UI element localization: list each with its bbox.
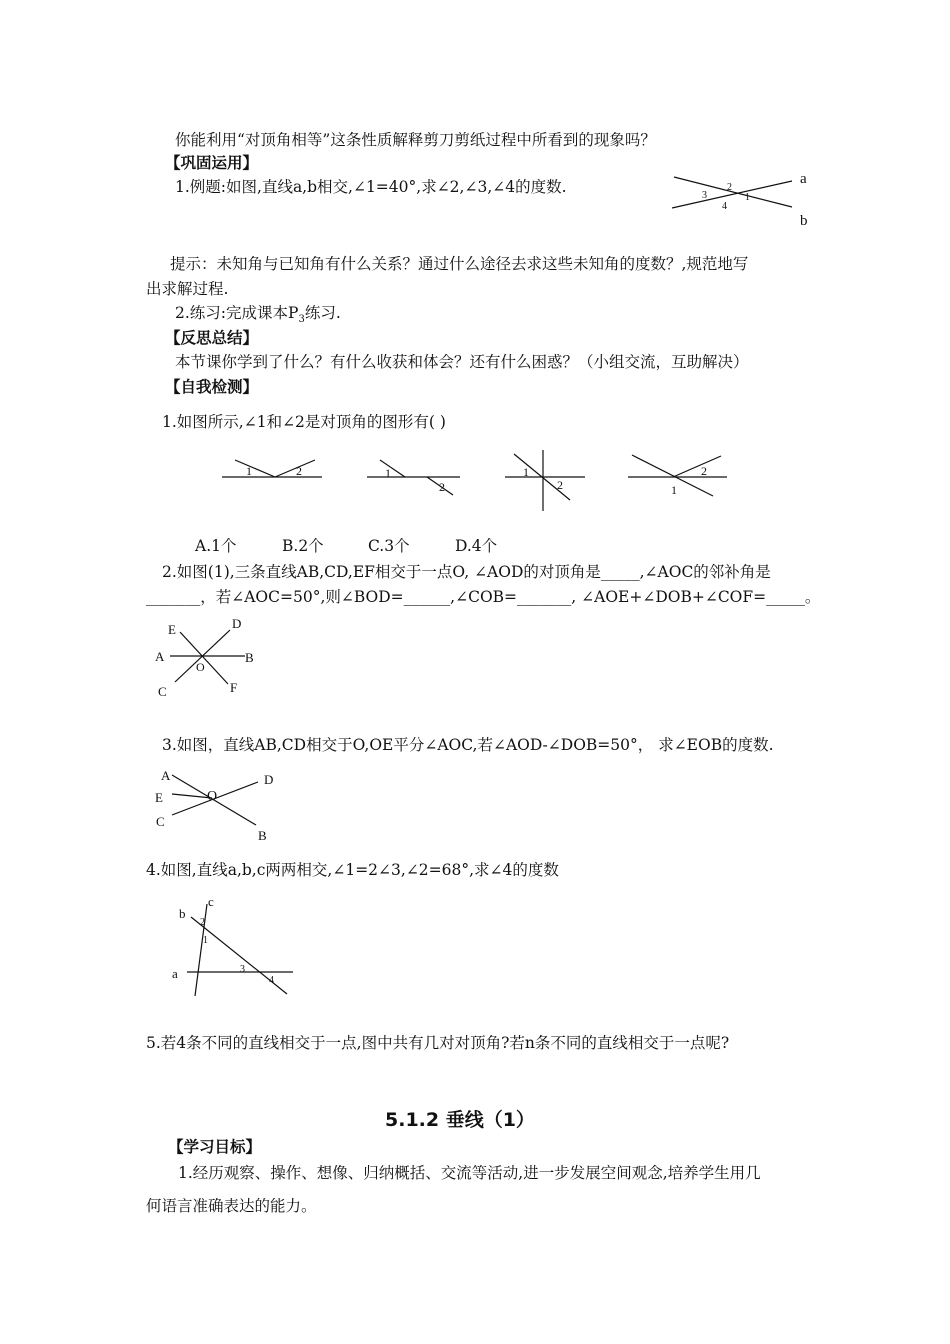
- angle-label-1: 1: [385, 466, 391, 480]
- angle-label-2: 2: [296, 464, 302, 478]
- label-A: A: [161, 768, 171, 783]
- heading-reflect: 【反思总结】: [165, 329, 259, 347]
- reflect-text: 本节课你学到了什么？有什么收获和体会？还有什么困惑？（小组交流，互助解决）: [175, 353, 749, 371]
- question-2-line-1: 2.如图(1),三条直线AB,CD,EF相交于一点O, ∠AOD的对顶角是_____,∠AOC的邻补角是: [162, 563, 771, 581]
- label-D: D: [232, 616, 242, 631]
- question-2-line-2: _______，若∠AOC=50°,则∠BOD=______,∠COB=_______, ∠AOE+∠DOB+∠COF=_____。: [146, 588, 821, 606]
- label-B: B: [245, 650, 254, 665]
- question-1: 1.如图所示,∠1和∠2是对顶角的图形有( ): [162, 413, 446, 431]
- label-a: a: [800, 171, 807, 187]
- q1-figure-3: [500, 445, 590, 515]
- line-2: [673, 456, 721, 477]
- q1-figure-2: [365, 455, 465, 500]
- angle-4: 4: [269, 975, 274, 986]
- label-B: B: [258, 828, 267, 843]
- label-c: c: [208, 894, 214, 909]
- label-O: O: [196, 660, 205, 674]
- angle-label-2: 2: [557, 478, 563, 492]
- label-O: O: [207, 789, 218, 804]
- label-E: E: [155, 790, 163, 805]
- hint-line-1: 提示：未知角与已知角有什么关系？通过什么途径去求这些未知角的度数？,规范地写: [170, 255, 749, 273]
- exercise-2-suffix: 练习.: [304, 304, 341, 322]
- option-d[interactable]: D.4个: [455, 537, 498, 555]
- heading-consolidate: 【巩固运用】: [165, 154, 259, 172]
- angle-label-2: 2: [439, 480, 445, 494]
- angle-2: 2: [727, 182, 732, 193]
- label-b: b: [179, 906, 186, 921]
- goal-1-line-2: 何语言准确表达的能力。: [146, 1197, 317, 1215]
- upper-ray: [380, 460, 405, 477]
- hint-line-2: 出求解过程.: [146, 280, 229, 298]
- question-4: 4.如图,直线a,b,c两两相交,∠1=2∠3,∠2=68°,求∠4的度数: [146, 861, 559, 879]
- option-b[interactable]: B.2个: [282, 537, 324, 555]
- example-figure: [660, 165, 820, 230]
- angle-1: 1: [745, 192, 750, 203]
- label-A: A: [155, 649, 165, 664]
- angle-label-2: 2: [701, 464, 707, 478]
- angle-2: 2: [200, 917, 205, 928]
- label-a: a: [172, 966, 178, 981]
- label-C: C: [158, 684, 167, 699]
- q3-figure: [150, 765, 280, 845]
- angle-3: 3: [240, 964, 245, 975]
- line-b: [674, 177, 792, 207]
- goal-1-line-1: 1.经历观察、操作、想像、归纳概括、交流等活动,进一步发展空间观念,培养学生用几: [178, 1164, 761, 1182]
- heading-goals: 【学习目标】: [168, 1138, 262, 1156]
- label-b: b: [800, 213, 808, 229]
- label-F: F: [230, 680, 238, 695]
- exercise-2-prefix: 2.练习:完成课本P: [175, 304, 299, 322]
- q1-figure-1: [220, 450, 325, 490]
- right-ray: [275, 460, 315, 477]
- question-5: 5.若4条不同的直线相交于一点,图中共有几对对顶角?若n条不同的直线相交于一点呢?: [146, 1034, 730, 1052]
- line-EF: [180, 632, 228, 684]
- angle-3: 3: [702, 190, 707, 201]
- q2-figure: [150, 612, 270, 702]
- intro-question: 你能利用“对顶角相等”这条性质解释剪刀剪纸过程中所看到的现象吗？: [175, 131, 656, 149]
- angle-label-1: 1: [671, 483, 677, 497]
- option-a[interactable]: A.1个: [195, 537, 237, 555]
- angle-4: 4: [722, 201, 727, 212]
- label-D: D: [264, 772, 274, 787]
- question-3: 3.如图，直线AB,CD相交于O,OE平分∠AOC,若∠AOD-∠DOB=50°， 求∠EOB的度数.: [162, 736, 774, 754]
- angle-1: 1: [203, 935, 208, 946]
- heading-selfcheck: 【自我检测】: [165, 378, 259, 396]
- line-a: [672, 181, 792, 208]
- exercise-2-page: 3: [298, 314, 305, 326]
- section-title: 5.1.2 垂线（1）: [385, 1109, 535, 1131]
- q4-figure: [165, 892, 300, 1002]
- example-1: 1.例题:如图,直线a,b相交,∠1=40°,求∠2,∠3,∠4的度数.: [175, 178, 567, 196]
- angle-label-1: 1: [246, 464, 252, 478]
- label-C: C: [156, 814, 165, 829]
- exercise-2: [175, 303, 341, 330]
- option-c[interactable]: C.3个: [368, 537, 410, 555]
- q1-figure-4: [625, 450, 730, 500]
- left-ray: [235, 460, 275, 477]
- label-E: E: [168, 622, 176, 637]
- angle-label-1: 1: [523, 465, 529, 479]
